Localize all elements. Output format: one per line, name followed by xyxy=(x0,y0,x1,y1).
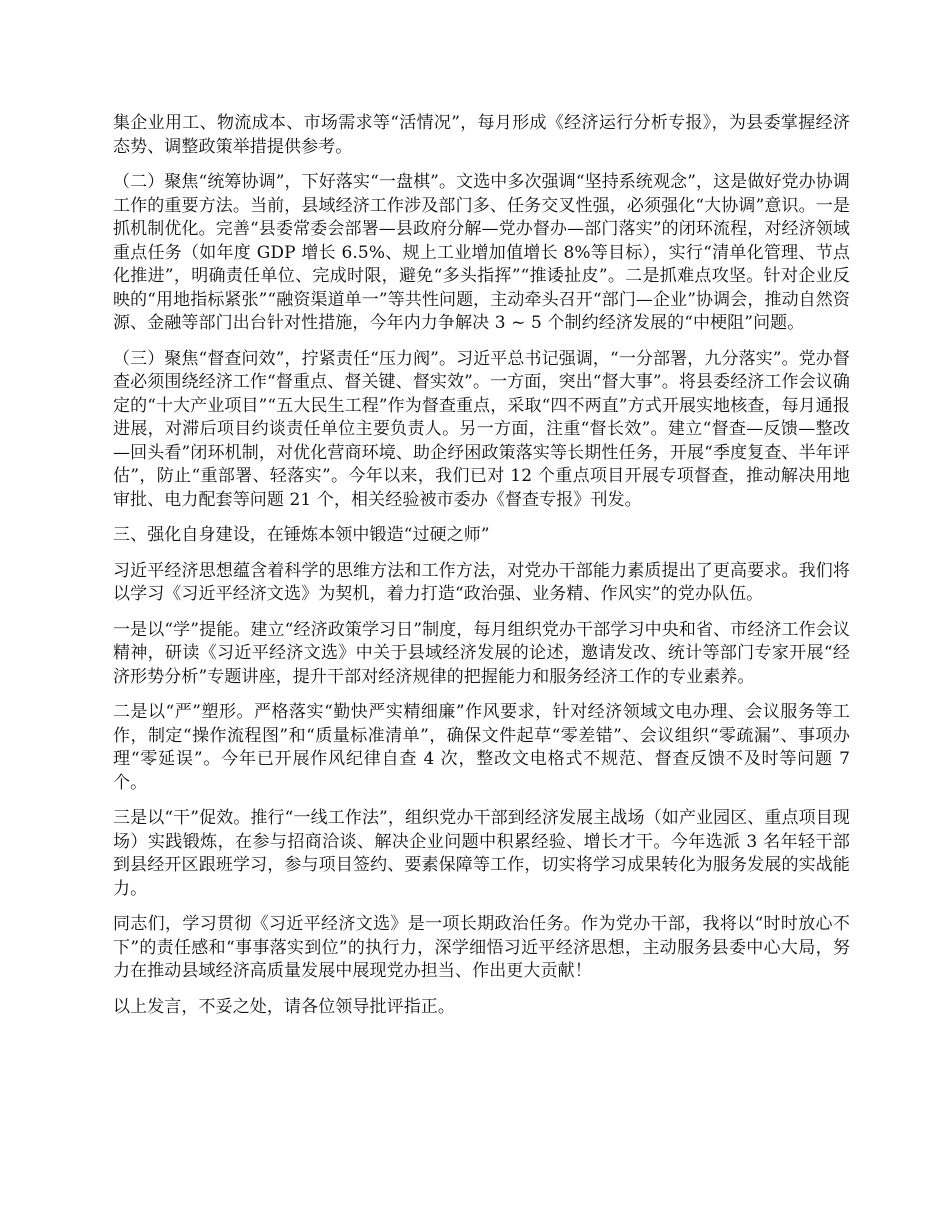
paragraph-coordination: （二）聚焦“统筹协调”，下好落实“一盘棋”。文选中多次强调“坚持系统观念”，这是做好党办协调工作的重要方法。当前，县域经济工作涉及部门多、任务交叉性强，必须强化“大协调”意识。一是抓机制优化。完善“县委常委会部署—县政府分解—党办督办—部门落实”的闭环流程，对经济领域重点任务（如年度 GDP 增长 6.5%、规上工业增加值增长 8%等目标），实行“清单化管理、节点化推进”，明确责任单位、完成时限，避免“多头指挥”“推诿扯皮”。二是抓难点攻坚。针对企业反映的“用地指标紧张”“融资渠道单一”等共性问题，主动牵头召开“部门—企业”协调会，推动自然资源、金融等部门出台针对性措施，今年内力争解决 3 ~ 5 个制约经济发展的“中梗阻”问题。 xyxy=(113,172,850,333)
paragraph-study: 一是以“学”提能。建立“经济政策学习日”制度，每月组织党办干部学习中央和省、市经济工作会议精神，研读《习近平经济文选》中关于县域经济发展的论述，邀请发改、统计等部门专家开展“经济形势分析”专题讲座，提升干部对经济规律的把握能力和服务经济工作的专业素养。 xyxy=(113,619,850,687)
paragraph-practice: 三是以“干”促效。推行“一线工作法”，组织党办干部到经济发展主战场（如产业园区、重点项目现场）实践锻炼，在参与招商洽谈、解决企业问题中积累经验、增长才干。今年选派 3 名年轻干部到县经开区跟班学习，参与项目签约、要素保障等工作，切实将学习成果转化为服务发展的实战能力。 xyxy=(113,808,850,899)
section-heading-self-building: 三、强化自身建设，在锤炼本领中锻造“过硬之师” xyxy=(113,525,490,545)
paragraph-intro-self-building: 习近平经济思想蕴含着科学的思维方法和工作方法，对党办干部能力素质提出了更高要求。我们将以学习《习近平经济文选》为契机，着力打造“政治强、业务精、作风实”的党办队伍。 xyxy=(113,560,850,604)
paragraph-conclusion: 同志们，学习贯彻《习近平经济文选》是一项长期政治任务。作为党办干部，我将以“时时放心不下”的责任感和“事事落实到位”的执行力，深学细悟习近平经济思想，主动服务县委中心大局，努力在推动县域经济高质量发展中展现党办担当、作出更大贡献！ xyxy=(113,914,850,981)
paragraph-closing: 以上发言，不妥之处，请各位领导批评指正。 xyxy=(113,996,455,1017)
paragraph-discipline: 二是以“严”塑形。严格落实“勤快严实精细廉”作风要求，针对经济领域文电办理、会议服务等工作，制定“操作流程图”和“质量标准清单”，确保文件起草“零差错”、会议组织“零疏漏”、事项办理“零延误”。今年已开展作风纪律自查 4 次，整改文电格式不规范、督查反馈不及时等问题 7 个。 xyxy=(113,702,850,793)
document-page xyxy=(113,112,850,1031)
paragraph-supervision: （三）聚焦“督查问效”，拧紧责任“压力阀”。习近平总书记强调，“一分部署，九分落实”。党办督查必须围绕经济工作“督重点、督关键、督实效”。一方面，突出“督大事”。将县委经济工作会议确定的“十大产业项目”“五大民生工程”作为督查重点，采取“四不两直”方式开展实地核查，每月通报进展，对滞后项目约谈责任单位主要负责人。另一方面，注重“督长效”。建立“督查—反馈—整改—回头看”闭环机制，对优化营商环境、助企纾困政策落实等长期性任务，开展“季度复查、半年评估”，防止“重部署、轻落实”。今年以来，我们已对 12 个重点项目开展专项督查，推动解决用地审批、电力配套等问题 21 个，相关经验被市委办《督查专报》刊发。 xyxy=(113,348,850,510)
paragraph-continuation: 集企业用工、物流成本、市场需求等“活情况”，每月形成《经济运行分析专报》，为县委掌握经济态势、调整政策举措提供参考。 xyxy=(113,113,850,157)
